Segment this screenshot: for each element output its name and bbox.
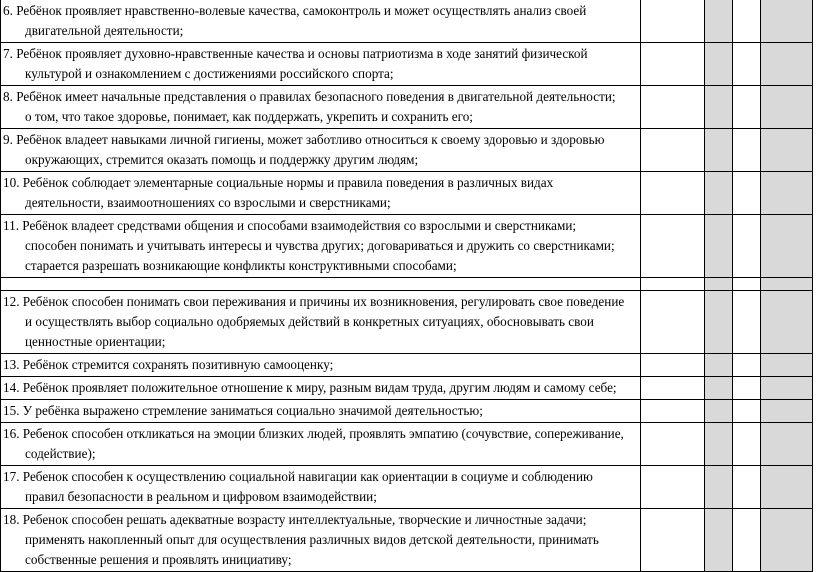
criterion-text [1,423,641,466]
table-row [1,400,813,423]
score-cell-a[interactable] [641,86,705,129]
criterion-line: 12. Ребёнок способен понимать свои переживания и причины их возникновения, регулировать свое поведение [3,294,625,309]
score-cell-c[interactable] [733,466,761,509]
score-cell-b[interactable] [705,0,733,43]
criterion-statement [3,467,636,507]
score-cell-c[interactable] [733,377,761,400]
score-cell-a[interactable] [641,0,705,43]
criterion-line: 14. Ребёнок проявляет положительное отношение к миру, разным видам труда, другим людям и самому себе; [3,380,617,395]
criterion-line: 18. Ребенок способен решать адекватные возрасту интеллектуальные, творческие и личностные задачи; [3,512,587,527]
spacer-cell [1,278,641,291]
score-cell-b[interactable] [705,172,733,215]
criterion-line: о том, что такое здоровье, понимает, как поддержать, укрепить и сохранить его; [25,109,473,124]
score-cell-c[interactable] [733,215,761,278]
criterion-text [1,509,641,572]
criterion-text [1,172,641,215]
criterion-line: 7. Ребёнок проявляет духовно-нравственные качества и основы патриотизма в ходе занятий физической [3,46,588,61]
criterion-text [1,466,641,509]
score-cell-b[interactable] [705,509,733,572]
score-cell-b[interactable] [705,129,733,172]
criterion-text [1,129,641,172]
score-cell-c[interactable] [733,0,761,43]
criterion-line: 17. Ребенок способен к осуществлению социальной навигации как ориентации в социуме и соблюдению [3,469,593,484]
score-cell-c[interactable] [733,423,761,466]
score-cell-a[interactable] [641,43,705,86]
criterion-line: и осуществлять выбор социально одобряемых действий в конкретных ситуациях, обосновывать свои [25,314,594,329]
section-spacer-row [1,278,813,291]
criterion-statement [3,87,636,127]
criterion-line: содействие); [25,446,96,461]
score-cell-d[interactable] [761,354,813,377]
score-cell-b[interactable] [705,215,733,278]
criterion-line: двигательной деятельности; [25,23,184,38]
score-cell-d[interactable] [761,0,813,43]
criterion-text [1,377,641,400]
table-row [1,354,813,377]
criterion-statement [3,292,636,352]
criterion-statement [3,401,636,421]
score-cell-a[interactable] [641,172,705,215]
criterion-statement [3,130,636,170]
criterion-line: 10. Ребёнок соблюдает элементарные социальные нормы и правила поведения в различных видах [3,175,554,190]
score-cell-d[interactable] [761,509,813,572]
criterion-line: деятельности, взаимоотношениях со взрослыми и сверстниками; [25,195,391,210]
score-cell-d[interactable] [761,86,813,129]
criterion-statement [3,216,636,276]
criterion-text [1,43,641,86]
criterion-line: окружающих, стремится оказать помощь и поддержку другим людям; [25,152,419,167]
score-cell-a[interactable] [641,129,705,172]
criterion-line: 6. Ребёнок проявляет нравственно-волевые качества, самоконтроль и может осуществлять анализ своей [3,3,587,18]
score-cell-c[interactable] [733,129,761,172]
score-cell-b[interactable] [705,43,733,86]
table-row [1,172,813,215]
score-cell-d[interactable] [761,215,813,278]
score-cell-b[interactable] [705,423,733,466]
table-row [1,86,813,129]
table-row [1,377,813,400]
score-cell-b[interactable] [705,400,733,423]
spacer-cell [733,278,761,291]
table-row [1,423,813,466]
criterion-line: 11. Ребёнок владеет средствами общения и способами взаимодействия со взрослыми и сверстниками; [3,218,577,233]
score-cell-c[interactable] [733,291,761,354]
criterion-line: 9. Ребёнок владеет навыками личной гигиены, может заботливо относиться к своему здоровью и здоровью [3,132,605,147]
spacer-cell [761,278,813,291]
table-row [1,466,813,509]
criterion-text [1,354,641,377]
score-cell-d[interactable] [761,172,813,215]
score-cell-c[interactable] [733,43,761,86]
score-cell-a[interactable] [641,215,705,278]
score-cell-d[interactable] [761,377,813,400]
score-cell-b[interactable] [705,377,733,400]
table-row [1,291,813,354]
score-cell-a[interactable] [641,423,705,466]
criterion-line: ценностные ориентации; [25,334,166,349]
score-cell-a[interactable] [641,377,705,400]
table-row [1,509,813,572]
score-cell-a[interactable] [641,354,705,377]
criterion-statement [3,1,636,41]
criterion-text [1,86,641,129]
spacer-cell [641,278,705,291]
score-cell-c[interactable] [733,86,761,129]
criterion-text [1,400,641,423]
criterion-line: применять накопленный опыт для осуществления различных видов детской деятельности, принимать [25,532,599,547]
score-cell-d[interactable] [761,43,813,86]
criterion-line: 8. Ребёнок имеет начальные представления о правилах безопасного поведения в двигательной деятельности; [3,89,616,104]
criterion-line: 16. Ребенок способен откликаться на эмоции близких людей, проявлять эмпатию (сочувствие, сопереживание, [3,426,624,441]
table-row [1,43,813,86]
criterion-statement [3,424,636,464]
score-cell-a[interactable] [641,509,705,572]
score-cell-d[interactable] [761,466,813,509]
criterion-statement [3,44,636,84]
score-cell-d[interactable] [761,129,813,172]
score-cell-b[interactable] [705,466,733,509]
criterion-line: 15. У ребёнка выражено стремление заниматься социально значимой деятельностью; [3,403,483,418]
criterion-statement [3,355,636,375]
score-cell-b[interactable] [705,86,733,129]
criterion-line: способен понимать и учитывать интересы и чувства других; договариваться и дружить со сверстниками; [25,238,615,253]
criterion-line: старается разрешать возникающие конфликты конструктивными способами; [25,258,457,273]
score-cell-b[interactable] [705,354,733,377]
table-row [1,0,813,43]
criterion-statement [3,378,636,398]
score-cell-a[interactable] [641,400,705,423]
score-cell-d[interactable] [761,423,813,466]
table-row [1,129,813,172]
criterion-statement [3,173,636,213]
score-cell-c[interactable] [733,354,761,377]
criterion-line: 13. Ребёнок стремится сохранять позитивную самооценку; [3,357,334,372]
score-cell-c[interactable] [733,172,761,215]
criterion-line: правил безопасности в реальном и цифровом взаимодействии; [25,489,377,504]
score-cell-c[interactable] [733,509,761,572]
criterion-text [1,215,641,278]
criterion-line: собственные решения и проявлять инициативу; [25,552,292,567]
score-cell-d[interactable] [761,291,813,354]
score-cell-c[interactable] [733,400,761,423]
criterion-line: культурой и ознакомлением с достижениями российского спорта; [25,66,394,81]
score-cell-b[interactable] [705,291,733,354]
criterion-statement [3,510,636,570]
criterion-text [1,291,641,354]
criterion-text [1,0,641,43]
table-row [1,215,813,278]
spacer-cell [705,278,733,291]
score-cell-a[interactable] [641,466,705,509]
score-cell-d[interactable] [761,400,813,423]
score-cell-a[interactable] [641,291,705,354]
